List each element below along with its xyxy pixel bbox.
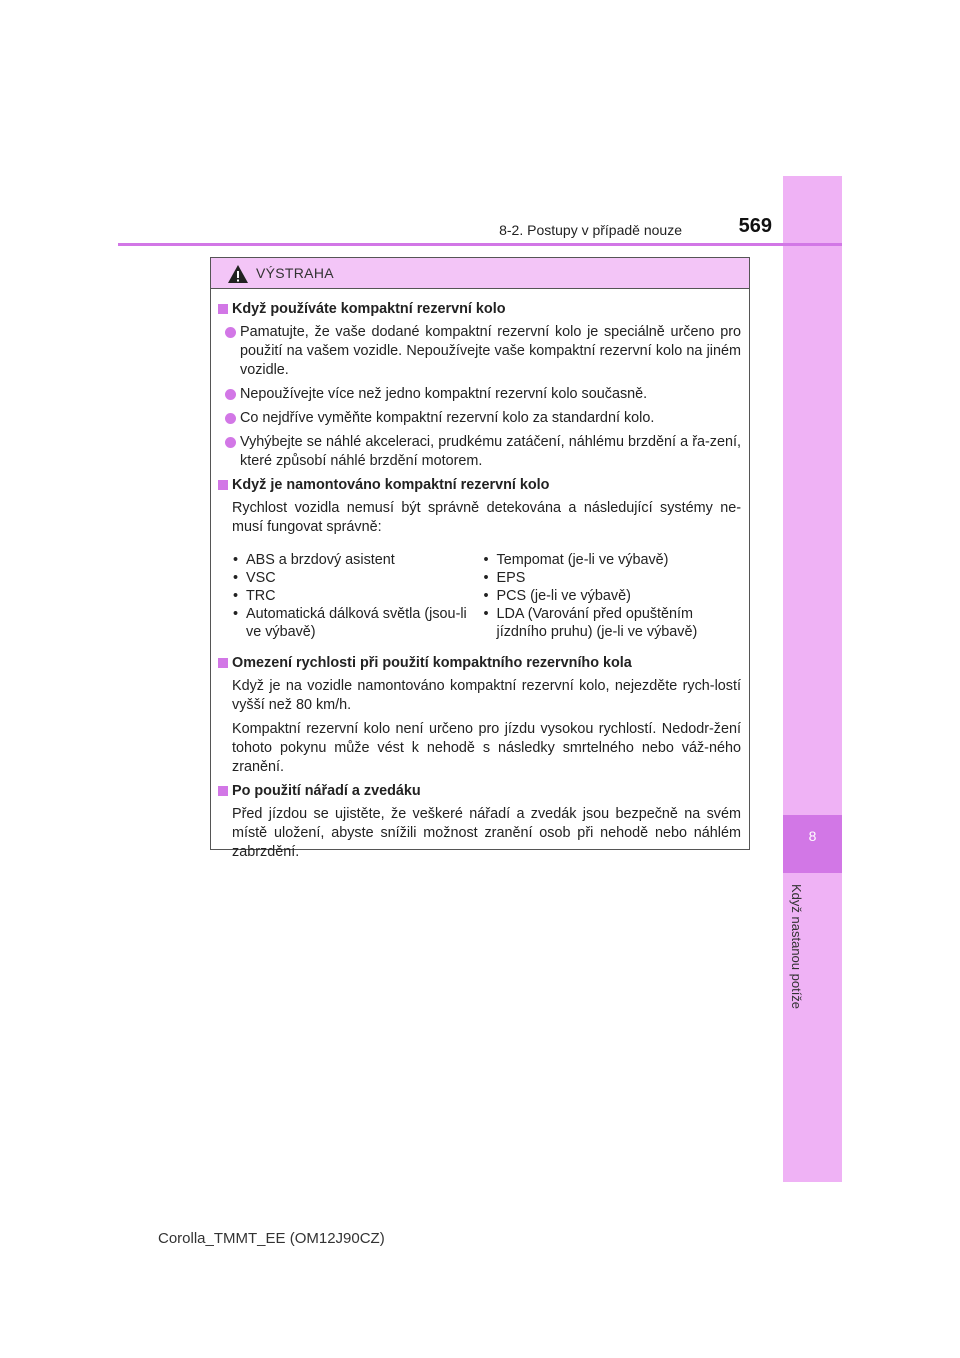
circle-bullet-icon bbox=[225, 327, 236, 338]
square-bullet-icon bbox=[218, 304, 228, 314]
list-item bbox=[218, 433, 741, 471]
warning-header bbox=[211, 258, 749, 289]
circle-bullet-icon bbox=[225, 437, 236, 448]
system-item: • PCS (je-li ve výbavě) bbox=[483, 587, 741, 605]
system-item: • VSC bbox=[232, 569, 483, 587]
heading-text: Omezení rychlosti při použití kompaktního rezervního kola bbox=[232, 655, 632, 671]
warning-body bbox=[211, 289, 749, 862]
square-bullet-icon bbox=[218, 786, 228, 796]
section-heading bbox=[218, 782, 741, 801]
item-text: Pamatujte, že vaše dodané kompaktní rezervní kolo je speciálně určeno pro použití na vašem vozidle. Nepoužívejte vaše kompaktní rezervní kolo na jiném vozidle. bbox=[240, 324, 741, 378]
heading-text: Po použití nářadí a zvedáku bbox=[232, 783, 421, 799]
circle-bullet-icon bbox=[225, 413, 236, 424]
square-bullet-icon bbox=[218, 658, 228, 668]
footer-model-code: Corolla_TMMT_EE (OM12J90CZ) bbox=[158, 1230, 385, 1247]
list-item bbox=[218, 385, 741, 404]
paragraph: Před jízdou se ujistěte, že veškeré nářadí a zvedák jsou bezpečně na svém místě uložení, abyste snížili možnost zranění osob při nehodě nebo náhlém zabrzdění. bbox=[232, 806, 741, 860]
square-bullet-icon bbox=[218, 480, 228, 490]
section-heading bbox=[218, 654, 741, 673]
section-heading bbox=[218, 476, 741, 495]
circle-bullet-icon bbox=[225, 389, 236, 400]
warning-box bbox=[210, 257, 750, 860]
systems-column-right bbox=[483, 551, 741, 641]
system-item: • EPS bbox=[483, 569, 741, 587]
chapter-title: Když nastanou potíže bbox=[789, 884, 804, 1010]
system-item: • ABS a brzdový asistent bbox=[232, 551, 483, 569]
chapter-number: 8 bbox=[808, 828, 817, 844]
system-item: • TRC bbox=[232, 587, 483, 605]
paragraph: Rychlost vozidla nemusí být správně detekována a následující systémy ne-musí fungovat správně: bbox=[232, 500, 741, 535]
page-number: 569 bbox=[738, 215, 772, 237]
list-item bbox=[218, 409, 741, 428]
affected-systems-list bbox=[218, 551, 741, 641]
warning-title: VÝSTRAHA bbox=[256, 265, 334, 281]
section-title: 8-2. Postupy v případě nouze bbox=[499, 222, 682, 238]
paragraph: Když je na vozidle namontováno kompaktní rezervní kolo, nejezděte rych-lostí vyšší než 80 km/h. bbox=[232, 678, 741, 713]
paragraph: Kompaktní rezervní kolo není určeno pro jízdu vysokou rychlostí. Nedodr-žení tohoto pokynu může vést k nehodě s následky smrtelného nebo váž-ného zranění. bbox=[232, 721, 741, 775]
system-item: • Automatická dálková světla (jsou-li ve výbavě) bbox=[232, 605, 483, 641]
heading-text: Když používáte kompaktní rezervní kolo bbox=[232, 301, 506, 317]
systems-column-left bbox=[232, 551, 483, 641]
item-text: Vyhýbejte se náhlé akceleraci, prudkému zatáčení, náhlému brzdění a řa-zení, které způsobí náhlé brzdění motorem. bbox=[240, 434, 741, 469]
item-text: Nepoužívejte více než jedno kompaktní rezervní kolo současně. bbox=[240, 386, 648, 402]
heading-text: Když je namontováno kompaktní rezervní kolo bbox=[232, 477, 550, 493]
chapter-tab-active[interactable] bbox=[783, 815, 842, 873]
warning-triangle-icon bbox=[227, 264, 249, 284]
system-item: • Tempomat (je-li ve výbavě) bbox=[483, 551, 741, 569]
item-text: Co nejdříve vyměňte kompaktní rezervní kolo za standardní kolo. bbox=[240, 410, 655, 426]
system-item: • LDA (Varování před opuštěním jízdního pruhu) (je-li ve výbavě) bbox=[483, 605, 741, 641]
section-heading bbox=[218, 300, 741, 319]
header-rule bbox=[118, 243, 842, 246]
list-item bbox=[218, 323, 741, 380]
chapter-side-tab bbox=[783, 176, 842, 1182]
